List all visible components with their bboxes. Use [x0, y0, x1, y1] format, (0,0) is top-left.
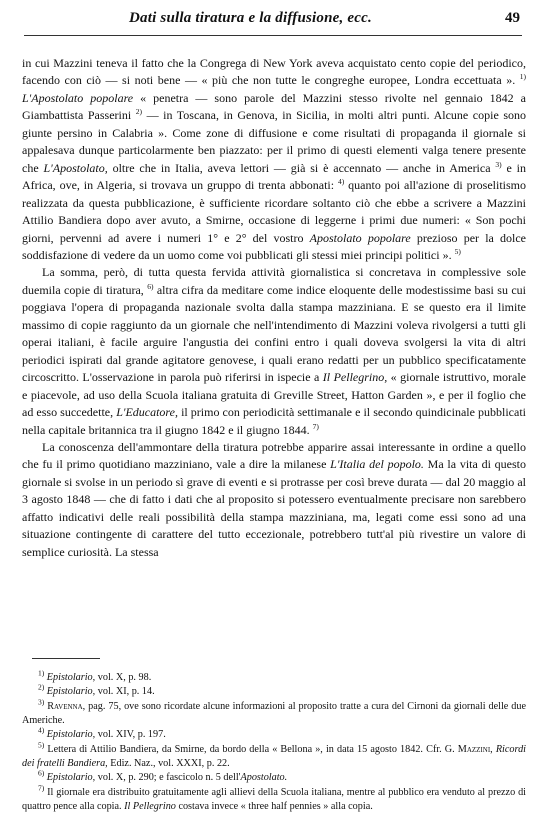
header-rule: [24, 35, 522, 36]
footnote-4: $^{4)}$ Epistolario, vol. XIV, p. 197.: [38, 725, 166, 741]
running-title: Dati sulla tiratura e la diffusione, ecc.: [129, 10, 372, 26]
footnotes: [22, 668, 526, 814]
footnote-6: $^{6)}$ Epistolario, vol. X, p. 290; e fascicolo n. 5 dell'Apostolato.: [38, 769, 288, 784]
footnote-ref-2: 2): [135, 107, 143, 117]
paragraph-3: La conoscenza dell'ammontare della tiratura potrebbe apparire assai interessante in ordine a quello che fu il primo quotidiano mazziniano, vale a dire la milanese L'Italia del popolo. Ma la vita di questo giornale si svolse in un periodo sì grave di eventi e si protrasse per così breve durata — dal 20 maggio al 3 agosto 1848 — che di fatto i dati che al proposito si potessero eventualmente precisare non sarebbero affatto indicativi delle reali possibilità della stampa mazziniana, ma, legati come essi sono ad una situazione contingente di carattere del tutto eccezionale, potrebbero tutt'al più rivestire un valore di semplice curiosità. La stessa: [22, 439, 526, 559]
footnote-2: $^{2)}$ Epistolario, vol. XI, p. 14.: [38, 682, 155, 698]
page-number: 49: [505, 10, 520, 26]
footnote-ref-3: 3): [495, 159, 502, 169]
footnote-ref-7: 7): [312, 421, 319, 431]
footnote-rule: [32, 658, 100, 659]
main-text: [22, 55, 526, 561]
footnote-ref-4: 4): [338, 177, 345, 187]
page-header: [24, 8, 522, 36]
footnote-ref-6: 6): [147, 281, 154, 291]
footnote-5: $^{5)}$ Lettera di Attilio Bandiera, da Smirne, da bordo della « Bellona », in data 15 agosto 1842. Cfr. G. Mazzini, Ricordi dei fratelli Bandiera, Ediz. Naz., vol. XXXI, p. 22.: [22, 740, 526, 770]
footnote-3: $^{3)}$ Ravenna, pag. 75, ove sono ricordate alcune informazioni al proposito tratte a cura del Cirnoni da giornali delle due Americhe.: [22, 697, 526, 727]
paragraph-2: La somma, però, di tutta questa fervida attività giornalistica si concretava in complessive sole duemila copie di tiratura, $^{6)}$ altra cifra da meditare come indice eloquente delle modestissime basi su cui poggiava l'opera di propaganda nazionale svolta dalla stampa mazziniana. E se questo era il limite massimo di copie raggiunto da un giornale che nell'intendimento di Mazzini voleva rivolgersi a tutti gli operai italiani, è facile arguire l'angustia dei confini entro i quali doveva svolgersi la vita di altri periodici ispirati dal grande agitatore genovese, i quali erano redatti per un pubblico specificatamente circoscritto. L'osservazione in parola può riferirsi in ispecie a Il Pellegrino, « giornale istruttivo, morale e piacevole, ad uso della Scuola italiana gratuita di Greville Street, Hatton Garden », e per il foglio che ad esso succedette, L'Educatore, il primo con periodicità settimanale e il secondo quindicinale pubblicati nella capitale britannica tra il giugno 1842 e il giugno 1844. $^{7)}$: [22, 265, 527, 437]
footnote-7: $^{7)}$ Il giornale era distribuito gratuitamente agli allievi della Scuola italiana, mentre al pubblico era venduto al prezzo di quattro pence alla copia. Il Pellegrino costava invece « three half pennies » alla copia.: [22, 783, 526, 813]
footnote-ref-1: 1): [519, 72, 526, 82]
footnote-1: $^{1)}$ Epistolario, vol. X, p. 98.: [38, 668, 152, 683]
footnote-ref-5: 5): [454, 246, 461, 256]
paragraph-1: in cui Mazzini teneva il fatto che la Congrega di New York aveva acquistato cento copie del periodico, facendo con ciò — si noti bene — « più che non tutte le congreghe europee, Londra eccettuata ». $^{1)}$ L'Apostolato popolare « penetra — sono parole del Mazzini stesso rivolte nel gennaio 1842 a Giambattista Passerini $^{2)}$ — in Toscana, in Genova, in Sicilia, in molti altri punti. Alcune copie sono giunte persino in Calabria ». Come zone di diffusione e come risultati di propaganda il giornale si appalesava dunque particolarmente ben piazzato: per il primo di questi elementi valga tenere presente che L'Apostolato, oltre che in Italia, aveva lettori — già si è accennato — anche in America $^{3)}$ e in Africa, ove, in Algeria, si trovava un gruppo di trenta abbonati: $^{4)}$ quanto poi all'azione di proselitismo realizzata da questa pubblicazione, è sufficiente ricordare soltanto ciò che ebbe a scrivere a Mazzini Attilio Bandiera dopo aver avuto, a Smirne, occasione di leggerne i primi due numeri: « Son pochi giorni, pervenni ad avere i numeri 1° e 2° del vostro Apostolato popolare prezioso per la dolce soddisfazione di vedere da un uomo come voi pubblicati gli stessi miei principi politici ». $^{5)}$: [22, 56, 527, 262]
